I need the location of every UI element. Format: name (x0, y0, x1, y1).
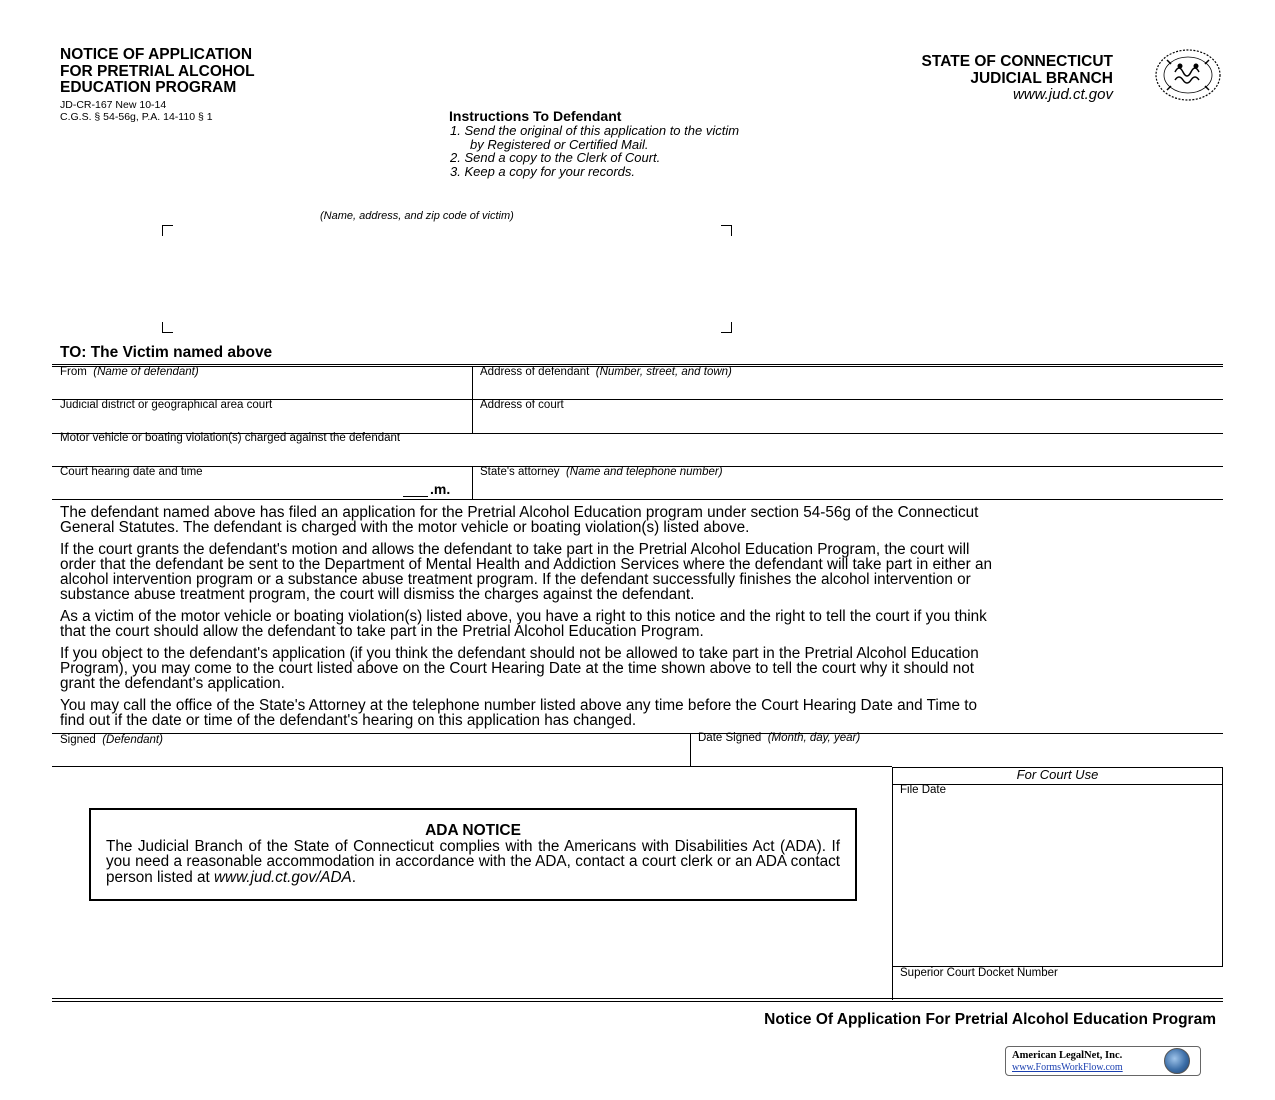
court-use-title: For Court Use (892, 767, 1223, 785)
divider (52, 364, 1223, 365)
court-address-field[interactable] (473, 399, 1223, 433)
branch-name: JUDICIAL BRANCH (970, 70, 1113, 87)
am-pm-field[interactable] (403, 481, 450, 497)
notice-paragraph (60, 609, 1210, 639)
instruction-line: 2. Send a copy to the Clerk of Court. (450, 150, 661, 165)
file-date-field[interactable] (893, 798, 1222, 966)
globe-icon (1164, 1048, 1190, 1074)
notice-paragraph (60, 505, 1210, 535)
state-seal-icon (1153, 48, 1223, 102)
form-title-line: EDUCATION PROGRAM (60, 79, 237, 96)
ada-notice-body: The Judicial Branch of the State of Connecticut complies with the Americans with Disabilities Act (ADA). If you need a reasonable accommodation in accordance with the ADA, contact a court clerk or an ADA contact person listed at (106, 838, 840, 886)
paragraph-line: Program), you may come to the court listed above on the Court Hearing Date at the time shown above to tell the court why it should not (60, 660, 975, 677)
divider (52, 998, 1223, 999)
paragraph-line: As a victim of the motor vehicle or boating violation(s) listed above, you have a right to this notice and the right to tell the court if you think (60, 608, 987, 625)
corner-mark-bottom-right (721, 322, 732, 333)
state-header (922, 53, 1113, 87)
hearing-label: Court hearing date and time (60, 466, 203, 478)
states-attorney-hint: (Name and telephone number) (565, 466, 723, 478)
corner-mark-top-left (162, 225, 173, 236)
paragraph-line: General Statutes. The defendant is charged with the motor vehicle or boating violation(s) listed above. (60, 519, 750, 536)
date-signed-label-text: Date Signed (698, 732, 762, 744)
signed-hint: (Defendant) (102, 734, 163, 746)
docket-number-label: Superior Court Docket Number (900, 967, 1058, 979)
am-pm-blank[interactable] (403, 483, 428, 497)
victim-address-area[interactable] (162, 225, 732, 333)
to-line: TO: The Victim named above (60, 344, 273, 361)
file-date-label: File Date (900, 784, 947, 796)
defendant-address-field[interactable] (473, 366, 1223, 399)
publisher-url[interactable]: www.FormsWorkFlow.com (1012, 1062, 1123, 1073)
divider (52, 499, 1223, 500)
from-field[interactable] (52, 366, 472, 399)
signed-label-text: Signed (60, 734, 96, 746)
statute-reference: C.G.S. § 54-56g, P.A. 14-110 § 1 (60, 111, 213, 123)
defendant-address-label (480, 366, 732, 378)
victim-address-caption: (Name, address, and zip code of victim) (320, 210, 514, 222)
violation-label: Motor vehicle or boating violation(s) charged against the defendant (60, 432, 401, 444)
paragraph-line: find out if the date or time of the defendant's hearing on this application has changed. (60, 712, 637, 729)
states-attorney-label (480, 466, 723, 478)
date-signed-label (698, 732, 860, 744)
form-title (60, 47, 255, 97)
website-link[interactable]: www.jud.ct.gov (1012, 86, 1113, 103)
signature-field[interactable] (52, 733, 690, 766)
ada-link[interactable]: www.jud.ct.gov/ADA (214, 868, 352, 886)
from-label-text: From (60, 366, 87, 378)
notice-paragraph (60, 698, 1210, 728)
defendant-address-hint: (Number, street, and town) (595, 366, 732, 378)
ada-notice-title: ADA NOTICE (425, 822, 521, 839)
court-field[interactable] (52, 399, 472, 433)
form-number: JD-CR-167 New 10-14 (60, 99, 167, 111)
state-name: STATE OF CONNECTICUT (921, 53, 1113, 70)
corner-mark-bottom-left (162, 322, 173, 333)
instructions-list (450, 124, 739, 178)
states-attorney-label-text: State's attorney (480, 466, 560, 478)
paragraph-line: order that the defendant be sent to the Department of Mental Health and Addiction Services where the defendant will take part in either an (60, 556, 992, 573)
date-signed-hint: (Month, day, year) (767, 732, 861, 744)
paragraph-line: If the court grants the defendant's motion and allows the defendant to take part in the Pretrial Alcohol Education Program, the court will (60, 541, 970, 558)
notice-paragraph (60, 542, 1210, 602)
states-attorney-field[interactable] (473, 466, 1223, 499)
footer-form-title: Notice Of Application For Pretrial Alcohol Education Program (764, 1011, 1216, 1028)
paragraph-line: You may call the office of the State's Attorney at the telephone number listed above any time before the Court Hearing Date and Time to (60, 697, 978, 714)
paragraph-line: The defendant named above has filed an application for the Pretrial Alcohol Education program under section 54-56g of the Connecticut (60, 504, 979, 521)
instruction-line: by Registered or Certified Mail. (470, 136, 649, 152)
paragraph-line: grant the defendant's application. (60, 675, 285, 692)
am-pm-suffix: .m. (430, 481, 451, 497)
violation-field[interactable] (52, 433, 1223, 466)
form-number-block (60, 99, 213, 123)
ada-notice-text (106, 839, 840, 885)
paragraph-line: If you object to the defendant's application (if you think the defendant should not be allowed to take part in the Pretrial Alcohol Education (60, 645, 979, 662)
docket-number-field[interactable] (893, 980, 1223, 998)
publisher-name: American LegalNet, Inc. (1012, 1050, 1123, 1061)
ada-notice-end: . (351, 868, 356, 886)
paragraph-line: that the court should allow the defendant to take part in the Pretrial Alcohol Education Program. (60, 623, 704, 640)
divider (52, 766, 892, 767)
from-hint: (Name of defendant) (93, 366, 199, 378)
date-signed-field[interactable] (691, 733, 1223, 766)
signed-label (60, 734, 163, 746)
corner-mark-top-right (721, 225, 732, 236)
notice-paragraph (60, 646, 1210, 691)
divider (52, 1001, 1223, 1002)
court-label: Judicial district or geographical area court (60, 399, 273, 411)
instruction-line: 3. Keep a copy for your records. (450, 163, 635, 179)
form-title-line: NOTICE OF APPLICATION (60, 46, 253, 63)
instruction-line: 1. Send the original of this application to the victim (450, 123, 740, 138)
from-label (60, 366, 199, 378)
form-title-line: FOR PRETRIAL ALCOHOL (60, 62, 255, 80)
defendant-address-label-text: Address of defendant (480, 366, 590, 378)
paragraph-line: alcohol intervention program or a substance abuse treatment program. If the defendant successfully finishes the alcohol intervention or (60, 571, 971, 588)
paragraph-line: substance abuse treatment program, the court will dismiss the charges against the defendant. (60, 586, 695, 603)
instructions-title: Instructions To Defendant (449, 108, 622, 124)
court-address-label: Address of court (480, 399, 564, 411)
